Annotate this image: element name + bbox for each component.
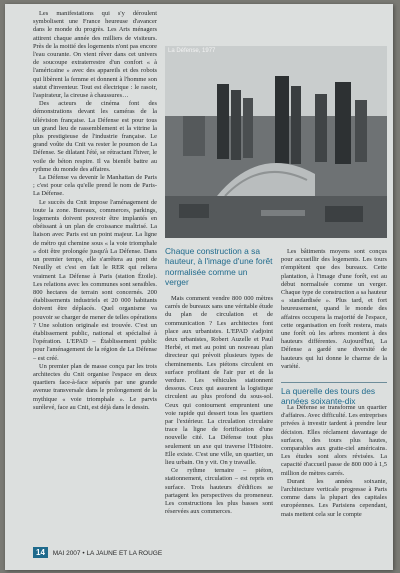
page-footer xyxy=(33,547,162,558)
paragraph: Ce rythme ternaire – piéton, stationnement, circulation – est repris en surface. Trois hauteurs d'édifices se partagent les perspectives du promeneur. Les constructions les plus basses sont réservées aux commerces. xyxy=(165,467,273,516)
paragraph: Durant les années soixante, l'architecture verticale progresse à Paris comme dans la plupart des capitales européennes. Les Parisiens cependant, mais mettent cela sur le compte xyxy=(281,477,387,518)
left-column xyxy=(33,10,157,412)
paragraph: Le succès du Cnit impose l'aménagement de toute la zone. Bureaux, commerces, parkings, logements doivent pouvoir être implantés en obéissant à un plan de croissance maîtrisé. La liaison avec Paris est un point majeur. La ligne de métro qui cheminе sous « la voie triomphale » doit être prolongée jusqu'à La Défense. Dans un premier temps, elle s'arrêtera au pont de Neuilly et c'est en fait le RER qui reliera vraiment La Défense à Paris (station Étoile). Les relations avec les communes sont sensibles. 800 hectares de terrain sont concernés. 200 établissements industriels et 20 000 habitants doivent être déplacés. Quel organisme va pouvoir se charger de mener de telles opérations ? Une solution originale est trouvée. C'est un établissement public, national et spécialisé à l'opération. L'EPAD – Établissement public pour l'aménagement de la région de La Défense – est créé. xyxy=(33,198,157,362)
page-number: 14 xyxy=(33,547,48,558)
magazine-page xyxy=(5,4,393,570)
issue-date: MAI 2007 xyxy=(52,550,81,557)
pullquote: Chaque construction a sa hauteur, à l'image d'une forêt normalisée comme un verger xyxy=(165,246,273,288)
paragraph: Les manifestations qui s'y déroulent symbolisent une France heureuse d'avancer dans le monde du progrès. Les Arts ménagers attirent chaque année des milliers de visiteurs. Près de la moitié des logements n'ont pas encore l'eau courante. On vient rêver dans cet univers de soucoupe extraterrestre d'un confort « à l'américaine » avec des appareils et des robots qui libèrent la femme et donnent à l'homme son statut d'inventeur. Tout est électrique : le rasoir, l'aspirateur, la cireuse à chaussures… xyxy=(33,10,157,100)
paragraph: Les bâtiments moyens sont conçus pour accueillir des logements. Les tours n'empiètent que des bureaux. Cette plantation, à l'image d'une forêt, est au début normalisée comme un verger. Chaque type de construction a sa hauteur « standardisée ». Plus tard, et fort heureusement, quand le monde des affaires occupera la majorité de l'espace, cette organisation en forêt restera, mais une forêt où les arbres montent à des hauteurs différentes. Aujourd'hui, La Défense a gardé une diversité de hauteurs qui lui donne le charme de la variété. xyxy=(281,248,387,370)
magazine-name: • LA JAUNE ET LA ROUGE xyxy=(82,550,163,557)
paragraph: La Défense va devenir le Manhattan de Paris ; c'est pour cela qu'elle prend le nom de Paris-La Défense. xyxy=(33,174,157,198)
middle-column xyxy=(165,295,273,516)
section-divider xyxy=(281,382,387,383)
paragraph: Mais comment vendre 800 000 mètres carrés de bureaux sans une véritable étude du plan de circulation et de communication ? Les architectes font place aux urbanistes. L'EPAD s'adjoint deux urbanistes, Robert Auzelle et Paul Herbé, et met au point un nouveau plan directeur qui prévoit plusieurs types de cheminements. Les piétons circulent en surface profitant de l'air pur et de la verdure. Les véhicules stationnent dessous. Ceux qui assurent la logistique circulent au plus profond du sous-sol. Ceux qui contournent empruntent une voie rapide qui dessert tous les quartiers par l'extérieur. La circulation circulaire trace la ligne de fortification d'une nouvelle cité. La Défense tout plus seulement un axe qui traverse l'Histoire. Elle existe. C'est une ville, un quartier, un lieu urbain. On y vit. On y travaille. xyxy=(165,295,273,467)
paragraph: Un premier plan de masse conçu par les trois architectes du Cnit organise l'espace en deux quartiers face-à-face séparés par une grande avenue transversale dans le prolongement de la mythique « voie triomphale ». Le parvis surélevé, face au Cnit, est déjà dans le dessin. xyxy=(33,362,157,411)
photo-caption: La Défense, 1977 xyxy=(168,48,216,54)
paragraph: Des acteurs de cinéma font des démonstrations devant les caméras de la télévision française. La Défense est pour tous un grand lieu de rassemblement et la vitrine la plus prestigieuse de l'industrie française. Le grand voûte du Cnit va rester le poumon de La Défense. Se dilatant l'été, se rétractant l'hiver, le voile de béton respire. Il va bientôt battre au rythme du monde des affaires. xyxy=(33,100,157,173)
city-skyline-illustration xyxy=(165,46,387,238)
right-column-continued xyxy=(281,404,387,519)
defense-photo xyxy=(165,46,387,238)
right-column xyxy=(281,248,387,371)
paragraph: La Défense se transforme un quartier d'affaires. Avec difficulté. Les entreprises privées à investir tardent à prendre leur décision. Elles réclament davantage de surfaces, des tours plus hautes, comparables aux gratte-ciel américains. Les études sont alors révisées. La capacité d'accueil passe de 800 000 à 1,5 million de mètres carrés. xyxy=(281,404,387,477)
section-heading: La querelle des tours des années soixante-dix xyxy=(281,386,376,407)
